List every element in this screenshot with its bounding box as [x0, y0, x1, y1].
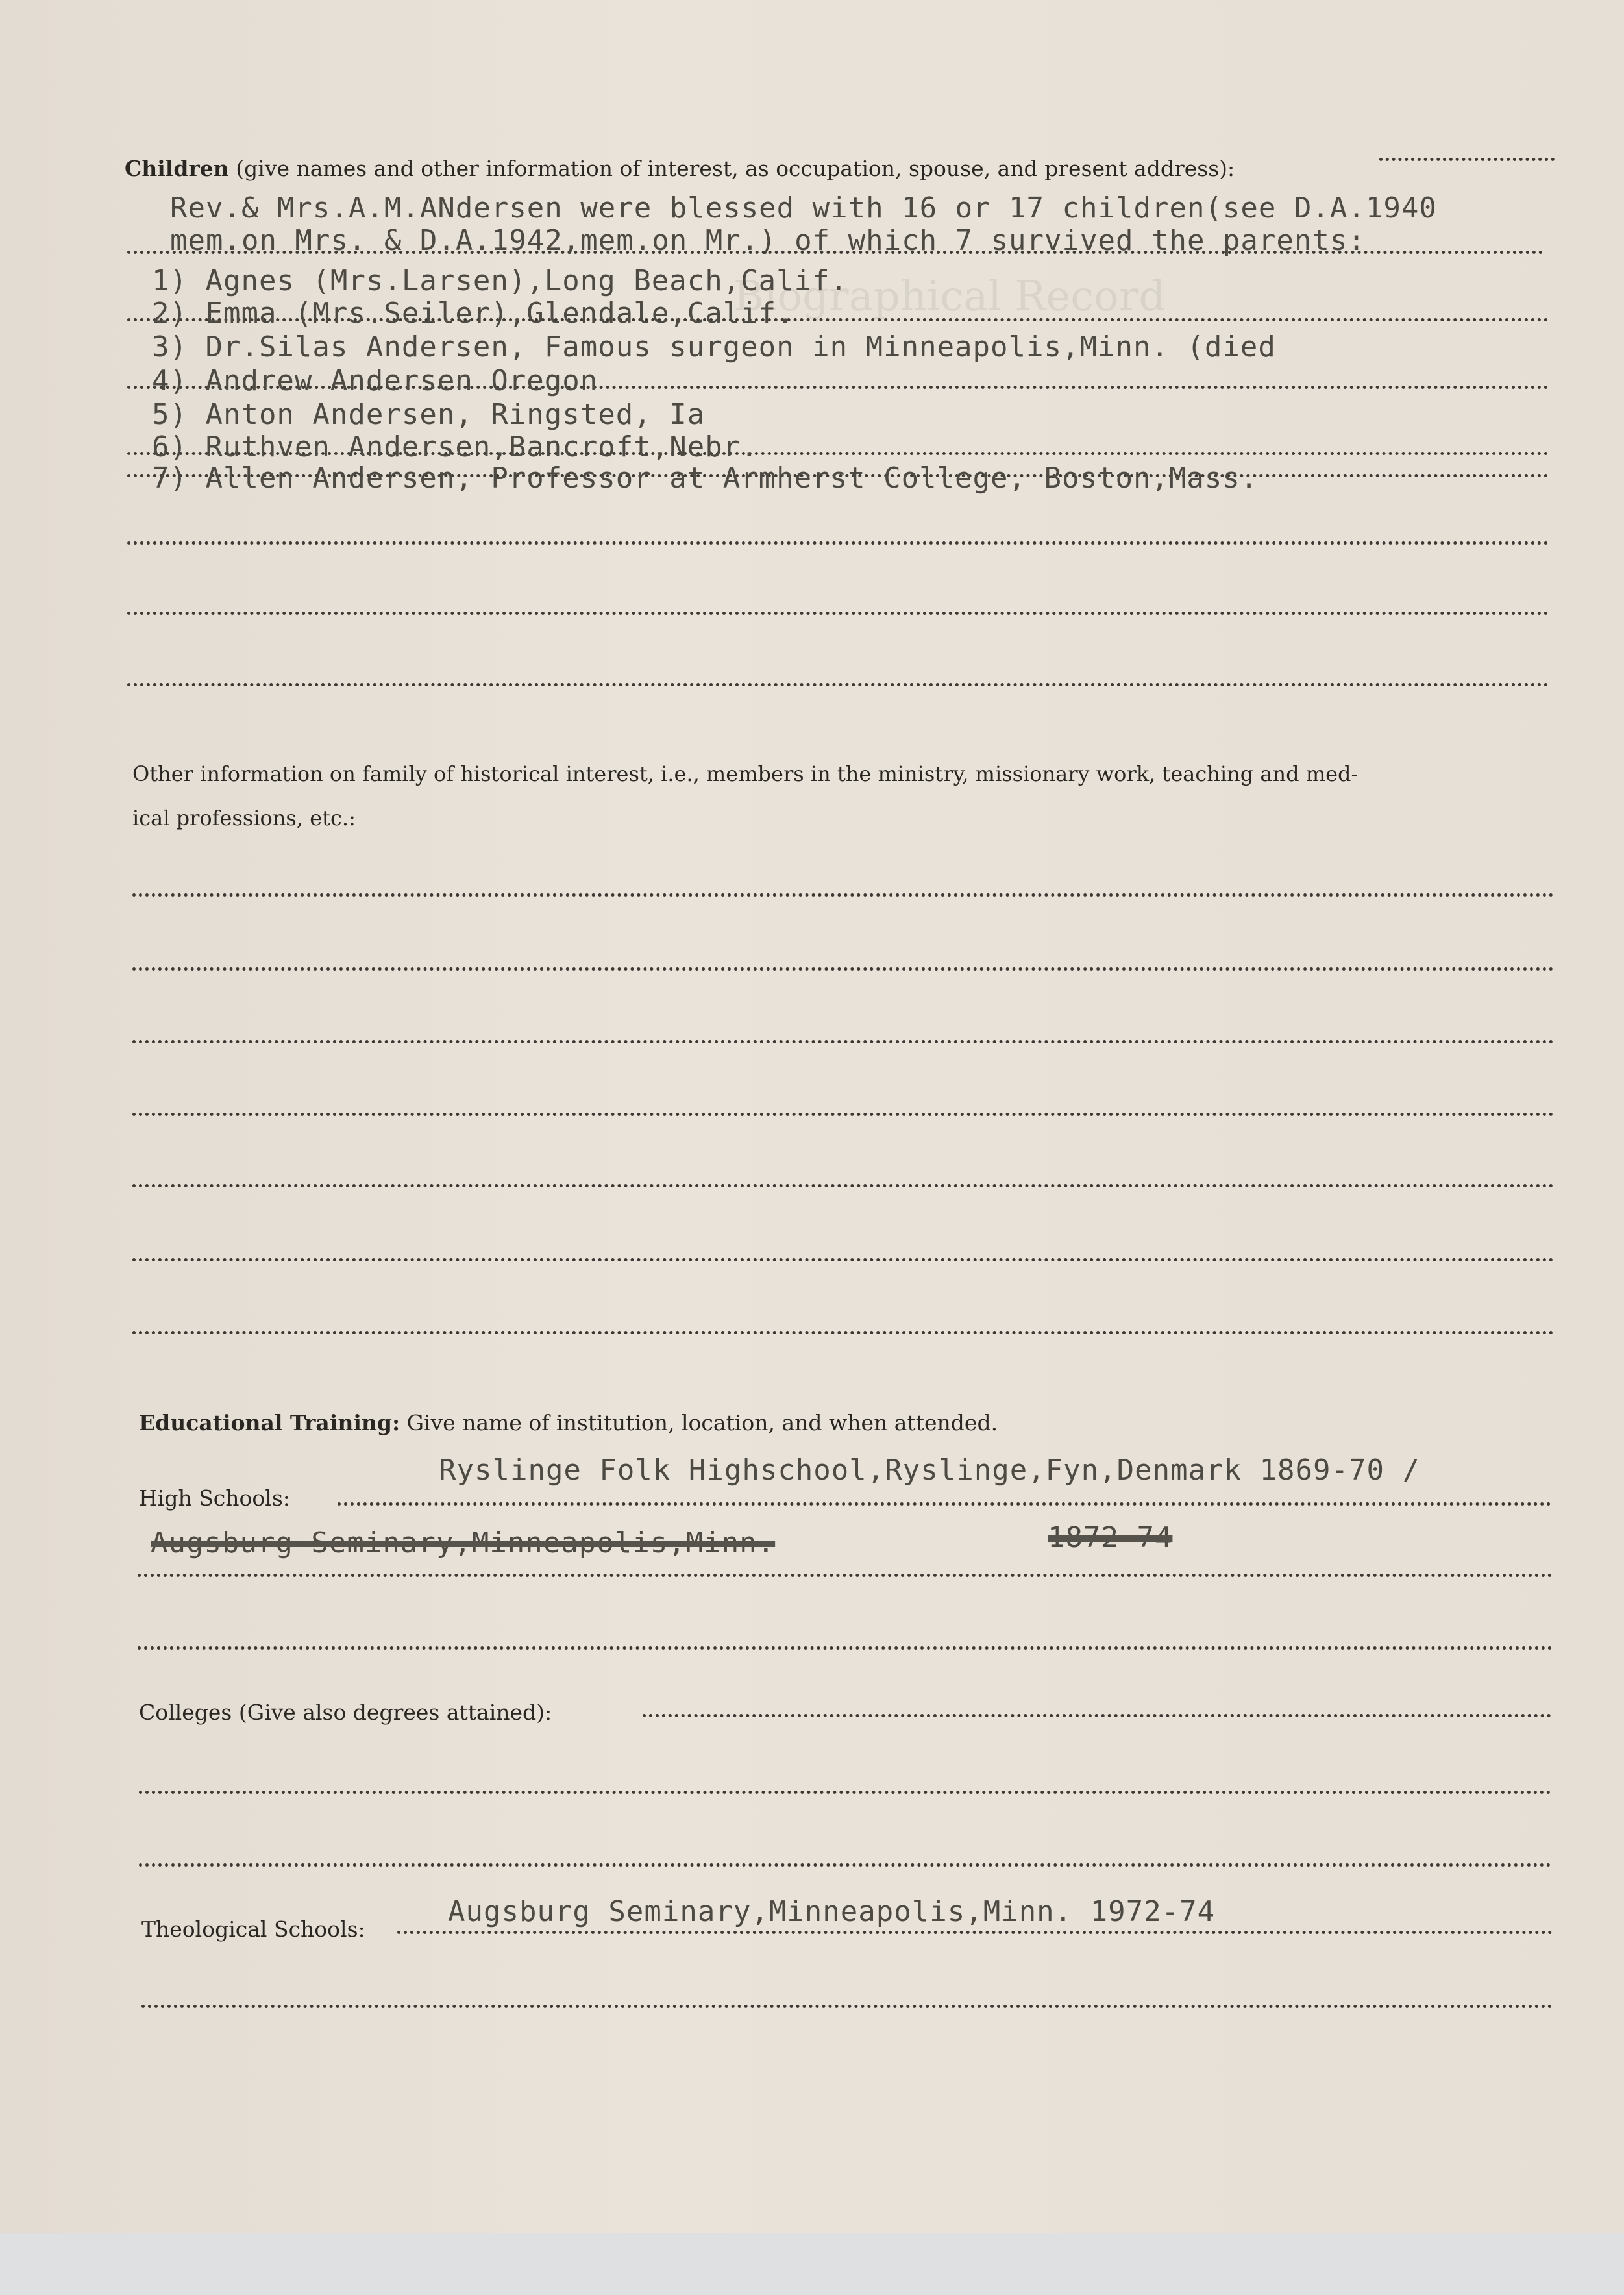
children-line-7	[127, 541, 1549, 545]
other-info-line-5	[132, 1184, 1554, 1187]
children-line-9	[127, 683, 1549, 686]
high-schools-line-2	[138, 1574, 1553, 1577]
high-schools-line-1	[338, 1502, 1551, 1506]
child-2: 2) Emma (Mrs.Seiler),Glendale,Calif.	[152, 297, 794, 330]
colleges-line-2	[139, 1791, 1551, 1794]
colleges-label: Colleges (Give also degrees attained):	[139, 1700, 552, 1725]
child-1: 1) Agnes (Mrs.Larsen),Long Beach,Calif.	[152, 264, 848, 297]
education-heading-label: Educational Training:	[139, 1410, 400, 1435]
theological-entry: Augsburg Seminary,Minneapolis,Minn. 1972-74	[448, 1895, 1216, 1928]
children-intro-line-2: mem.on Mrs. & D.A.1942,mem.on Mr.) of which 7 survived the parents:	[170, 224, 1366, 257]
child-6: 6) Ruthven Andersen,Bancroft,Nebr.	[152, 430, 759, 464]
child-3: 3) Dr.Silas Andersen, Famous surgeon in Minneapolis,Minn. (died	[152, 330, 1276, 364]
show-through-text: Biographical Record	[733, 273, 1166, 321]
high-school-entry: Ryslinge Folk Highschool,Ryslinge,Fyn,Denmark 1869-70 /	[439, 1454, 1420, 1487]
children-line-1	[1379, 158, 1555, 161]
child-5: 5) Anton Andersen, Ringsted, Ia	[152, 398, 706, 431]
children-line-8	[127, 612, 1549, 615]
struck-seminary-years: 1872-74	[1048, 1521, 1173, 1554]
children-heading: Children	[125, 156, 229, 181]
colleges-line-1	[643, 1714, 1551, 1717]
children-intro-line-1: Rev.& Mrs.A.M.ANdersen were blessed with 16 or 17 children(see D.A.1940	[170, 192, 1437, 225]
other-info-line-6	[132, 1258, 1554, 1261]
other-info-prompt-2: ical professions, etc.:	[132, 806, 356, 830]
education-heading	[139, 1410, 998, 1436]
high-schools-label: High Schools:	[139, 1485, 290, 1511]
other-info-line-4	[132, 1113, 1554, 1116]
theological-label: Theological Schools:	[141, 1917, 365, 1942]
children-prompt-text: (give names and other information of interest, as occupation, spouse, and present address):	[236, 156, 1235, 181]
child-7: 7) Allen Andersen, Professor at Armherst College, Boston,Mass.	[152, 462, 1259, 495]
other-info-line-3	[132, 1040, 1554, 1043]
high-schools-line-3	[138, 1646, 1553, 1650]
other-info-line-7	[132, 1331, 1554, 1334]
other-info-line-1	[132, 893, 1554, 897]
child-4: 4) Andrew Andersen Oregon	[152, 364, 598, 397]
children-prompt	[125, 156, 1235, 182]
scan-background	[0, 2233, 1624, 2295]
theological-line-1	[397, 1931, 1553, 1934]
other-info-line-2	[132, 967, 1554, 971]
other-info-prompt-1: Other information on family of historical interest, i.e., members in the ministry, missionary work, teaching and med-	[132, 762, 1359, 786]
theological-line-2	[141, 2005, 1553, 2008]
struck-seminary-entry: Augsburg Seminary,Minneapolis,Minn.	[151, 1526, 776, 1559]
education-heading-text: Give name of institution, location, and when attended.	[406, 1410, 998, 1435]
colleges-line-3	[139, 1863, 1551, 1867]
